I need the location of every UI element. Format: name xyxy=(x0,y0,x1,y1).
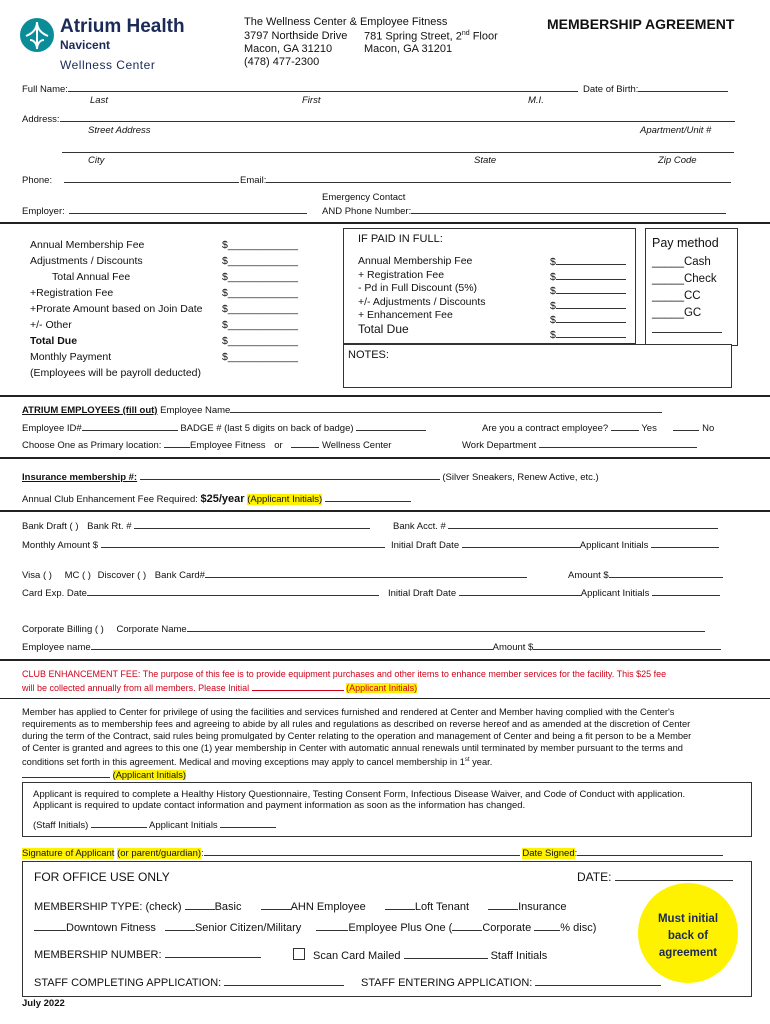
paid-label: + Registration Fee xyxy=(358,268,445,281)
pay-method-box xyxy=(645,228,738,346)
agreement-initials-field[interactable]: (Applicant Initials) xyxy=(22,768,691,781)
employee-id-field[interactable]: Employee ID# BADGE # (last 5 digits on back of badge) xyxy=(22,421,426,434)
address-field[interactable]: Address: xyxy=(22,112,735,125)
address-line-1: The Wellness Center & Employee Fitness xyxy=(244,16,448,28)
logo-name: Atrium Health xyxy=(60,16,185,37)
fee-label: Annual Membership Fee xyxy=(30,239,145,251)
first-label: First xyxy=(302,95,321,106)
full-name-field[interactable]: Full Name: xyxy=(22,82,578,95)
signature-field[interactable]: Signature of Applicant (or parent/guardian): Date Signed: xyxy=(22,846,723,859)
requirement-2: Applicant is required to update contact information and payment information as soon as the information has changed. xyxy=(33,800,526,811)
paid-amount-field[interactable]: $ xyxy=(550,328,626,343)
paid-amount-field[interactable]: $ xyxy=(550,255,626,270)
city-label: City xyxy=(88,155,105,166)
work-department-field[interactable]: Work Department xyxy=(462,438,697,451)
fee-list xyxy=(30,237,203,381)
paid-amount-field[interactable]: $ xyxy=(550,313,626,328)
must-initial-badge: Must initial back of agreement xyxy=(638,883,738,983)
paid-amount-field[interactable]: $ xyxy=(550,284,626,299)
scan-card-field[interactable]: Scan Card Mailed Staff Initials xyxy=(293,948,547,962)
paid-in-full-box xyxy=(343,228,636,344)
divider xyxy=(0,395,770,397)
pay-option[interactable]: _____Cash xyxy=(652,256,711,268)
zip-label: Zip Code xyxy=(658,155,697,166)
club-fee-text-1: CLUB ENHANCEMENT FEE: The purpose of this fee is to provide equipment purchases and other items to enhance member services for the facility. This $25 fee xyxy=(22,669,667,679)
card-initial-draft-field[interactable]: Initial Draft Date Applicant Initials xyxy=(388,586,720,599)
requirement-1: Applicant is required to complete a Healthy History Questionnaire, Testing Consent Form, Infectious Disease Waiver, and Code of Conduct with application. xyxy=(33,789,686,800)
office-date-field[interactable]: DATE: xyxy=(577,870,733,884)
fee-label: +Prorate Amount based on Join Date xyxy=(30,303,203,315)
card-type-field[interactable]: Visa ( ) MC ( ) Discover ( ) Bank Card# xyxy=(22,568,527,581)
paid-in-full-list xyxy=(358,255,486,336)
logo-center-name: Wellness Center xyxy=(60,58,156,72)
fee-amount-field[interactable]: $____________ xyxy=(222,239,298,251)
emergency-contact-field[interactable]: AND Phone Number: xyxy=(322,204,726,217)
primary-location-field[interactable]: Choose One as Primary location: Employee Fitness or Wellness Center xyxy=(22,440,392,451)
address-line-3b: Macon, GA 31201 xyxy=(364,43,453,55)
fee-amounts[interactable] xyxy=(222,237,298,365)
phone-number: (478) 477-2300 xyxy=(244,56,320,68)
monthly-amount-field[interactable]: Monthly Amount $ xyxy=(22,538,385,551)
staff-completing-field[interactable]: STAFF COMPLETING APPLICATION: xyxy=(34,976,344,989)
paid-label: + Enhancement Fee xyxy=(358,309,453,321)
address-line-2b: 781 Spring Street, 2nd Floor xyxy=(364,30,498,43)
enhancement-fee-field[interactable]: Annual Club Enhancement Fee Required: $25/year (Applicant Initials) xyxy=(22,492,411,505)
fee-note: (Employees will be payroll deducted) xyxy=(30,367,201,379)
card-amount-field[interactable]: Amount $ xyxy=(568,568,723,581)
last-label: Last xyxy=(90,95,108,106)
membership-type-row-1[interactable]: MEMBERSHIP TYPE: (check) Basic AHN Employee Loft Tenant Insurance xyxy=(34,901,567,913)
fee-amount-field[interactable]: $____________ xyxy=(222,319,298,331)
agreement-text: Member has applied to Center for privilege of using the facilities and services furnished and rendered at Center and Member having complied with the Center's requirements as to membership fees and agreeing to abide by all rules and regulations as described on reverse hereof and as amended at the discretion of Center during the term of the Contract, said rules being promulgated by Center relating to the operation and management of Center and being a fit person to be a Member of Center is granted and agrees to this one (1) year membership in Center with automatic annual renewals until terminated by member pursuant to the terms and conditions set forth in this agreement. Medical and moving exceptions may apply to cancel membership in 1st year. (Applicant Initials) xyxy=(22,707,692,781)
fee-label: Total Due xyxy=(30,335,78,347)
pay-option[interactable]: _____CC xyxy=(652,290,701,302)
requirements-box xyxy=(22,782,752,837)
paid-label: Total Due xyxy=(358,321,409,336)
fee-amount-field[interactable]: $____________ xyxy=(222,335,298,347)
notes-label: NOTES: xyxy=(348,349,389,361)
membership-type-row-2[interactable]: Downtown Fitness Senior Citizen/Military Employee Plus One ( Corporate % disc) xyxy=(34,921,596,934)
paid-amounts[interactable] xyxy=(550,255,626,342)
bank-draft-field[interactable]: Bank Draft ( ) Bank Rt. # xyxy=(22,519,370,532)
footer-date: July 2022 xyxy=(22,998,65,1009)
paid-in-full-title: IF PAID IN FULL: xyxy=(358,233,443,245)
fee-label: +/- Other xyxy=(30,319,72,331)
mi-label: M.I. xyxy=(528,95,544,106)
atrium-logo-icon xyxy=(18,16,56,54)
card-exp-field[interactable]: Card Exp. Date xyxy=(22,586,379,599)
address-line-3a: Macon, GA 31210 xyxy=(244,43,333,55)
contract-employee-field[interactable]: Are you a contract employee? Yes No xyxy=(482,423,715,434)
initial-draft-date-field[interactable]: Initial Draft Date Applicant Initials xyxy=(391,538,719,551)
staff-entering-field[interactable]: STAFF ENTERING APPLICATION: xyxy=(361,976,661,989)
city-state-zip-field[interactable] xyxy=(62,143,734,156)
state-label: State xyxy=(474,155,497,166)
street-label: Street Address xyxy=(88,125,151,136)
fee-amount-field[interactable]: $____________ xyxy=(222,303,298,315)
address-line-2a: 3797 Northside Drive xyxy=(244,30,348,42)
fee-label: Monthly Payment xyxy=(30,351,112,363)
divider xyxy=(0,457,770,459)
corporate-employee-field[interactable]: Employee name Amount $ xyxy=(22,640,721,653)
divider xyxy=(0,698,770,699)
phone-field[interactable]: Phone: xyxy=(22,173,239,186)
pay-method-title: Pay method xyxy=(652,236,719,250)
paid-label: +/- Adjustments / Discounts xyxy=(358,295,486,308)
pay-option[interactable]: _____Check xyxy=(652,273,717,285)
paid-amount-field[interactable]: $ xyxy=(550,270,626,285)
insurance-field[interactable]: Insurance membership #: (Silver Sneakers, Renew Active, etc.) xyxy=(22,472,599,483)
fee-amount-field[interactable]: $____________ xyxy=(222,351,298,363)
fee-amount-field[interactable]: $____________ xyxy=(222,287,298,299)
fee-label: Adjustments / Discounts xyxy=(30,255,143,267)
club-fee-text-2[interactable]: will be collected annually from all members. Please Initial (Applicant Initials) xyxy=(22,683,418,693)
emergency-label-1: Emergency Contact xyxy=(322,192,406,203)
fee-amount-field[interactable]: $____________ xyxy=(222,255,298,267)
bank-account-field[interactable]: Bank Acct. # xyxy=(393,519,718,532)
divider xyxy=(0,510,770,512)
office-use-title: FOR OFFICE USE ONLY xyxy=(34,870,170,884)
divider xyxy=(0,659,770,661)
paid-label: Annual Membership Fee xyxy=(358,255,473,267)
employer-field[interactable]: Employer: xyxy=(22,204,307,217)
divider xyxy=(0,222,770,224)
atrium-employee-name-field[interactable]: ATRIUM EMPLOYEES (fill out) Employee Name xyxy=(22,403,662,416)
email-field[interactable]: Email: xyxy=(240,173,731,186)
corporate-billing-field[interactable]: Corporate Billing ( ) Corporate Name xyxy=(22,622,705,635)
scan-card-checkbox[interactable] xyxy=(293,948,305,960)
fee-amount-field[interactable]: $____________ xyxy=(222,271,298,283)
fee-label: Total Annual Fee xyxy=(52,271,131,283)
paid-amount-field[interactable]: $ xyxy=(550,299,626,314)
logo-sub: Navicent xyxy=(60,38,111,52)
fee-label: +Registration Fee xyxy=(30,287,114,299)
requirement-initials-field[interactable]: (Staff Initials) Applicant Initials xyxy=(33,818,276,831)
pay-option[interactable]: _____GC xyxy=(652,307,702,319)
paid-label: - Pd in Full Discount (5%) xyxy=(358,282,478,294)
dob-field[interactable]: Date of Birth: xyxy=(583,82,728,95)
apt-label: Apartment/Unit # xyxy=(640,125,712,136)
membership-number-field[interactable]: MEMBERSHIP NUMBER: xyxy=(34,948,261,961)
page-title: MEMBERSHIP AGREEMENT xyxy=(547,16,735,32)
notes-box[interactable] xyxy=(343,344,732,388)
pay-method-list[interactable] xyxy=(652,254,722,339)
